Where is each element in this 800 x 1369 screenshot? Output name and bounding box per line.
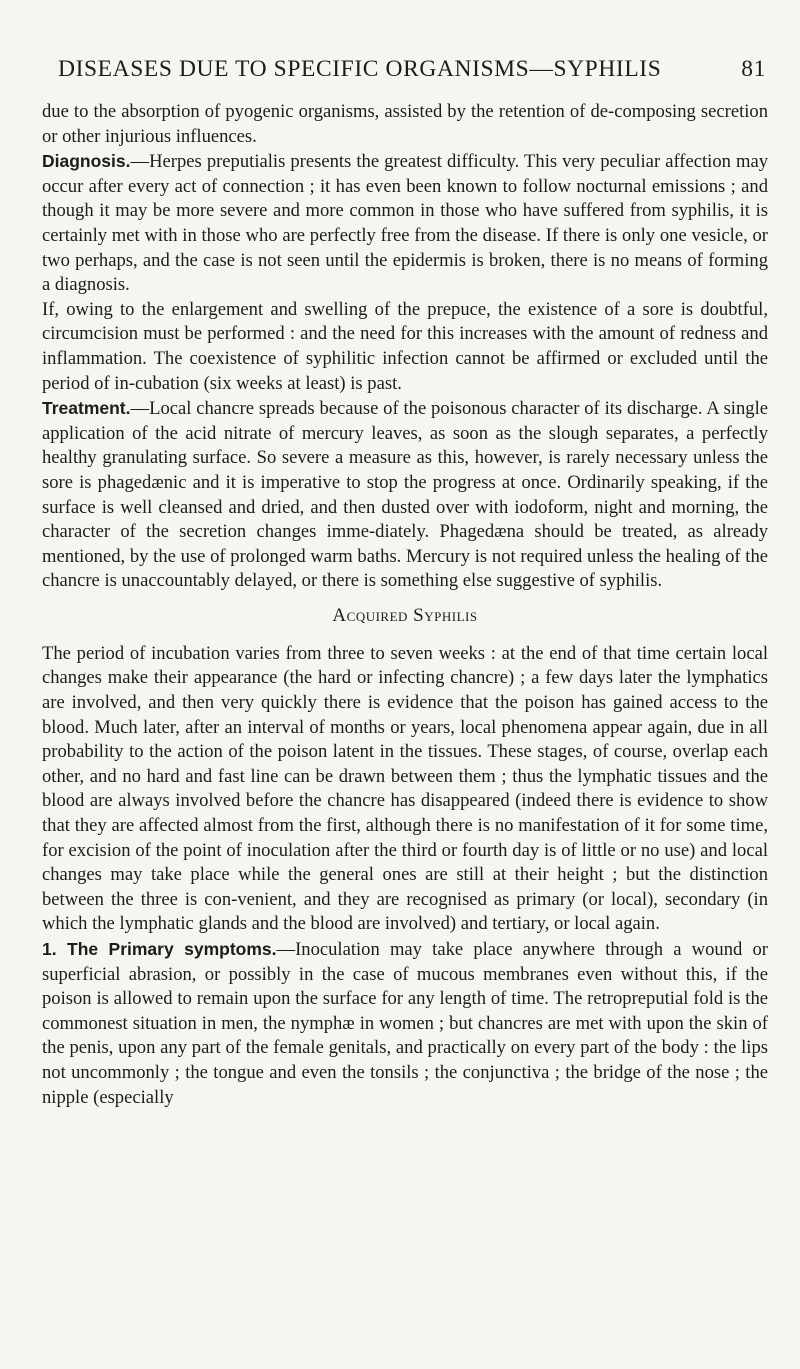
primary-symptoms-heading: 1. The Primary symptoms. xyxy=(42,939,277,959)
paragraph-diagnosis xyxy=(42,149,768,298)
paragraph-continuation: due to the absorption of pyogenic organisms, assisted by the retention of de-composing secretion or other injurious influences. xyxy=(42,101,768,147)
paragraph-treatment xyxy=(42,396,768,594)
book-page xyxy=(42,56,768,1110)
diagnosis-text: —Herpes preputialis presents the greatest difficulty. This very peculiar affection may occur after every act of connection ; it has even been known to follow nocturnal emissions ; and though it may be more severe and more common in those who have suffered from syphilis, it is certainly met with in those who are perfectly free from the disease. If there is only one vesicle, or two perhaps, and the case is not seen until the epidermis is broken, there is no means of forming a diagnosis. xyxy=(42,151,768,296)
page-number: 81 xyxy=(741,56,766,82)
paragraph-incubation: The period of incubation varies from three to seven weeks : at the end of that time certain local changes make their appearance (the hard or infecting chancre) ; a few days later the lymphatics are involved, and then very quickly there is evidence that the poison has gained access to the blood. Much later, after an interval of months or years, local phenomena appear again, due in all probability to the action of the poison latent in the tissues. These stages, of course, overlap each other, and no hard and fast line can be drawn between them ; thus the lymphatic tissues and the blood are always involved before the chancre has disappeared (indeed there is evidence to show that they are affected almost from the first, although there is no manifestation of it for some time, for excision of the point of inoculation after the third or fourth day is of little or no use) and local changes may take place while the general ones are still at their height ; but the distinction between the three is con-venient, and they are recognised as primary (or local), secondary (in which the lymphatic glands and the blood are involved) and tertiary, or local again. xyxy=(42,642,768,935)
paragraph-circumcision: If, owing to the enlargement and swelling of the prepuce, the existence of a sore is doubtful, circumcision must be performed : and the need for this increases with the amount of redness and inflammation. The coexistence of syphilitic infection cannot be affirmed or excluded until the period of in-cubation (six weeks at least) is past. xyxy=(42,298,768,394)
paragraph-primary-symptoms xyxy=(42,937,768,1110)
primary-symptoms-text: —Inoculation may take place anywhere through a wound or superficial abrasion, or possibly in the case of mucous membranes even without this, if the poison is allowed to remain upon the surface for any length of time. The retropreputial fold is the commonest situation in men, the nymphæ in women ; but chancres are met with upon the skin of the penis, upon any part of the female genitals, and practically on every part of the body : the lips not uncommonly ; the tongue and even the tonsils ; the conjunctiva ; the bridge of the nose ; the nipple (especially xyxy=(42,939,768,1108)
running-head xyxy=(58,56,768,100)
treatment-heading: Treatment. xyxy=(42,398,131,419)
diagnosis-heading: Diagnosis. xyxy=(42,151,131,172)
body-text xyxy=(42,100,768,1110)
running-head-title: DISEASES DUE TO SPECIFIC ORGANISMS—SYPHILIS xyxy=(58,56,662,82)
treatment-text: —Local chancre spreads because of the poisonous character of its discharge. A single application of the acid nitrate of mercury leaves, as soon as the slough separates, a perfectly healthy granulating surface. So severe a measure as this, however, is rarely necessary unless the sore is phagedænic and it is imperative to stop the progress at once. Ordinarily speaking, if the surface is well cleansed and dried, and then dusted over with iodoform, night and morning, the character of the secretion changes imme-diately. Phagedæna should be treated, as already mentioned, by the use of prolonged warm baths. Mercury is not required unless the healing of the chancre is unaccountably delayed, or there is something else suggestive of syphilis. xyxy=(42,398,768,592)
section-heading-acquired-syphilis: Acquired Syphilis xyxy=(332,604,478,626)
